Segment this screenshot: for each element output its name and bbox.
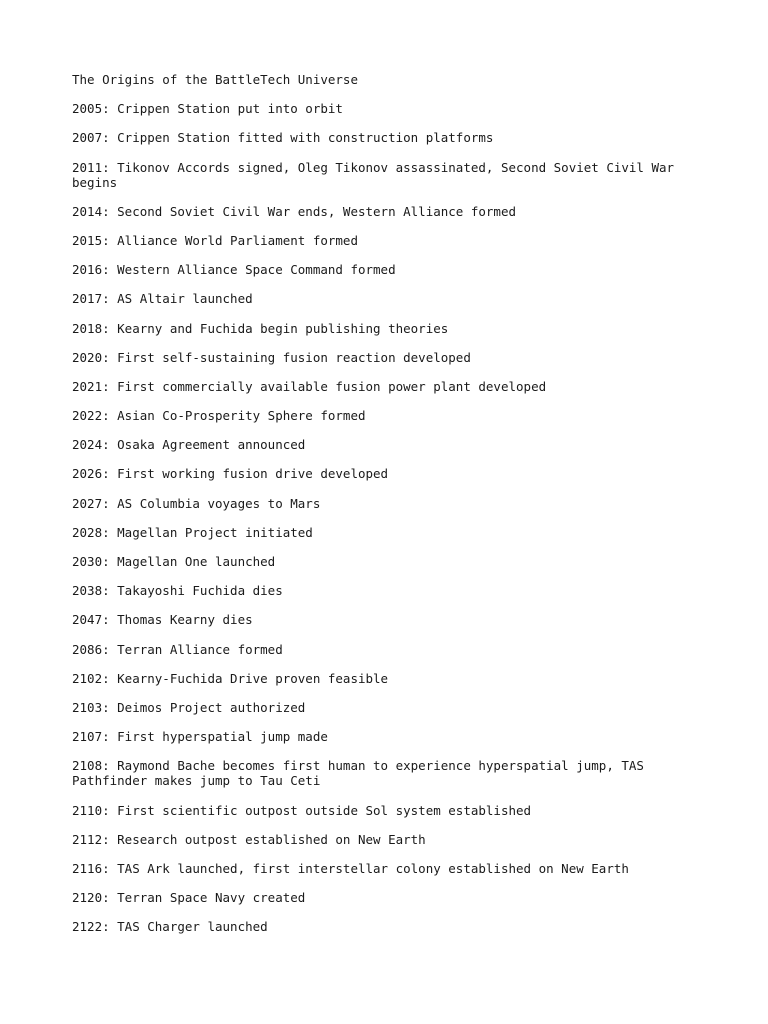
timeline-entry: 2017: AS Altair launched	[72, 291, 253, 307]
timeline-entry: 2047: Thomas Kearny dies	[72, 612, 253, 628]
timeline-entry: 2022: Asian Co-Prosperity Sphere formed	[72, 408, 366, 424]
timeline-entry: 2028: Magellan Project initiated	[72, 524, 313, 540]
timeline-entry: 2102: Kearny-Fuchida Drive proven feasible	[72, 670, 389, 686]
timeline-entry: 2110: First scientific outpost outside Sol system established	[72, 802, 532, 818]
timeline-entry: 2024: Osaka Agreement announced	[72, 437, 306, 453]
document-title: The Origins of the BattleTech Universe	[72, 72, 358, 87]
timeline-entry: 2038: Takayoshi Fuchida dies	[72, 583, 283, 599]
timeline-entry: 2005: Crippen Station put into orbit	[72, 101, 343, 117]
timeline-entry: 2026: First working fusion drive developed	[72, 466, 389, 482]
timeline-entry: 2018: Kearny and Fuchida begin publishing theories	[72, 320, 449, 336]
timeline-entry: 2120: Terran Space Navy created	[72, 890, 306, 906]
timeline-entry: 2086: Terran Alliance formed	[72, 641, 283, 657]
timeline-entry: 2021: First commercially available fusion power plant developed	[72, 378, 547, 394]
timeline-entry: 2027: AS Columbia voyages to Mars	[72, 495, 321, 511]
timeline-entry: 2112: Research outpost established on New Earth	[72, 831, 426, 847]
timeline-entry: 2108: Raymond Bache becomes first human to experience hyperspatial jump, TAS Pathfinder makes jump to Tau Ceti	[72, 758, 644, 789]
timeline-entry: 2122: TAS Charger launched	[72, 919, 268, 935]
timeline-entry: 2014: Second Soviet Civil War ends, Western Alliance formed	[72, 203, 517, 219]
timeline-entry: 2011: Tikonov Accords signed, Oleg Tikonov assassinated, Second Soviet Civil War begins	[72, 159, 675, 190]
timeline-entry: 2103: Deimos Project authorized	[72, 699, 306, 715]
timeline-entry: 2016: Western Alliance Space Command formed	[72, 262, 396, 278]
timeline-entry: 2007: Crippen Station fitted with construction platforms	[72, 130, 494, 146]
timeline-entry: 2015: Alliance World Parliament formed	[72, 232, 358, 248]
timeline-entry: 2020: First self-sustaining fusion reaction developed	[72, 349, 471, 365]
timeline-entry: 2107: First hyperspatial jump made	[72, 729, 328, 745]
timeline-entry: 2030: Magellan One launched	[72, 554, 276, 569]
timeline-entry: 2116: TAS Ark launched, first interstellar colony established on New Earth	[72, 860, 629, 876]
